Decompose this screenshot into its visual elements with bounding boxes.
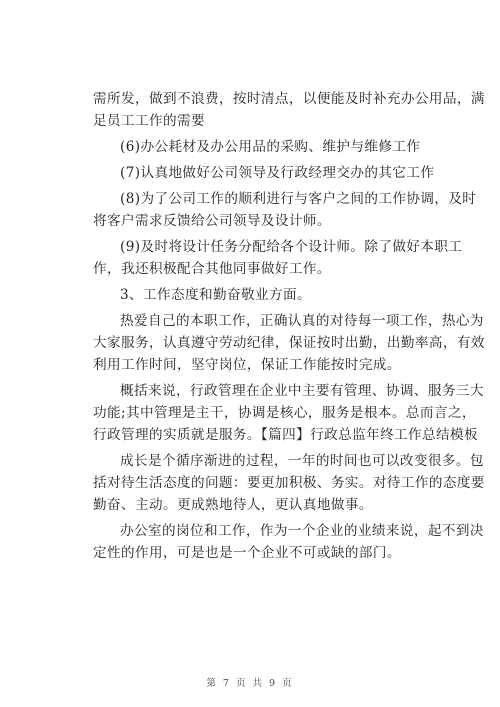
section-heading: 3、工作态度和勤奋敬业方面。 (120, 287, 311, 303)
paragraph-7-line-2: 大家服务，认真遵守劳动纪律，保证按时出勤，出勤率高，有效 (93, 335, 485, 351)
paragraph-5-line-1: (9)及时将设计任务分配给各个设计师。除了做好本职工 (120, 239, 463, 255)
paragraph-2-line-1: (6)办公耗材及办公用品的采购、维护与维修工作 (120, 139, 421, 155)
paragraph-8-line-2: 功能;其中管理是主干，协调是核心，服务是根本。总而言之， (93, 405, 476, 421)
page-number-footer: 第 7 页 共 9 页 (206, 678, 294, 689)
paragraph-1-line-2: 足员工工作的需要 (93, 113, 205, 129)
paragraph-5-line-2: 作，我还积极配合其他同事做好工作。 (93, 261, 331, 277)
paragraph-7-line-3: 利用工作时间，坚守岗位，保证工作能按时完成。 (93, 357, 401, 373)
paragraph-8-line-3: 行政管理的实质就是服务。【篇四】行政总监年终工作总结模板 (93, 427, 479, 443)
paragraph-4-line-1: (8)为了公司工作的顺利进行与客户之间的工作协调，及时 (120, 191, 477, 207)
paragraph-7-line-1: 热爱自己的本职工作，正确认真的对待每一项工作，热心为 (120, 313, 484, 329)
paragraph-10-line-1: 办公室的岗位和工作，作为一个企业的业绩来说，起不到决 (120, 523, 484, 539)
paragraph-9-line-3: 勤奋、主动。更成熟地待人，更认真地做事。 (93, 497, 373, 513)
paragraph-3-line-1: (7)认真地做好公司领导及行政经理交办的其它工作 (120, 165, 435, 181)
paragraph-8-line-1: 概括来说，行政管理在企业中主要有管理、协调、服务三大 (120, 383, 484, 399)
document-body (93, 88, 485, 564)
paragraph-1-line-1: 需所发，做到不浪费，按时清点，以便能及时补充办公用品，满 (93, 91, 485, 107)
paragraph-9-line-2: 括对待生活态度的问题：要更加积极、务实。对待工作的态度要 (93, 475, 485, 491)
paragraph-9-line-1: 成长是个循序渐进的过程，一年的时间也可以改变很多。包 (120, 453, 484, 469)
paragraph-10-line-2: 定性的作用，可是也是一个企业不可或缺的部门。 (93, 545, 401, 561)
paragraph-4-line-2: 将客户需求反馈给公司领导及设计师。 (93, 213, 331, 229)
